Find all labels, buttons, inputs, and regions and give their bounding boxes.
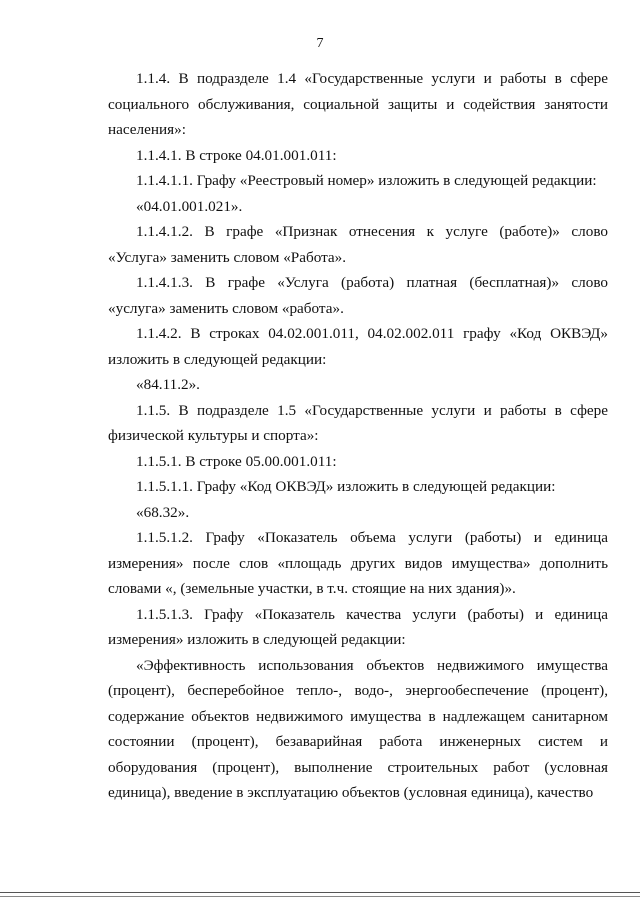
paragraph-registry-number: «04.01.001.021». <box>136 197 243 215</box>
paragraph-1-1-5-1-2: 1.1.5.1.2. Графу «Показатель объема услуги (работы) и единица измерения» после слов «площадь других видов имущества» дополнить словами «, (земельные участки, в т.ч. стоящие на них здания)». <box>108 529 608 597</box>
paragraph-1-1-4: 1.1.4. В подразделе 1.4 «Государственные услуги и работы в сфере социального обслуживания, социальной защиты и содействия занятости населения»: <box>108 70 608 138</box>
paragraph-1-1-4-1-2: 1.1.4.1.2. В графе «Признак отнесения к услуге (работе)» слово «Услуга» заменить словом «Работа». <box>108 223 608 266</box>
bottom-edge-line-2 <box>0 896 640 897</box>
paragraph-1-1-5: 1.1.5. В подразделе 1.5 «Государственные услуги и работы в сфере физической культуры и спорта»: <box>108 401 608 444</box>
paragraph-1-1-5-1: 1.1.5.1. В строке 05.00.001.011: <box>136 452 337 470</box>
paragraph-1-1-5-1-3: 1.1.5.1.3. Графу «Показатель качества услуги (работы) и единица измерения» изложить в следующей редакции: <box>108 605 608 648</box>
paragraph-okved-code-1: «84.11.2». <box>136 376 200 393</box>
paragraph-1-1-4-1-3: 1.1.4.1.3. В графе «Услуга (работа) платная (бесплатная)» слово «услуга» заменить словом «работа». <box>108 274 608 317</box>
paragraph-1-1-4-1: 1.1.4.1. В строке 04.01.001.011: <box>136 146 337 164</box>
page-number: 7 <box>316 36 324 51</box>
paragraph-1-1-4-1-1: 1.1.4.1.1. Графу «Реестровый номер» изложить в следующей редакции: <box>136 172 597 189</box>
paragraph-okved-code-2: «68.32». <box>136 503 190 521</box>
document-body <box>108 66 608 806</box>
paragraph-1-1-5-1-1: 1.1.5.1.1. Графу «Код ОКВЭД» изложить в следующей редакции: <box>136 478 556 495</box>
bottom-edge-line <box>0 892 640 893</box>
paragraph-1-1-4-2: 1.1.4.2. В строках 04.02.001.011, 04.02.002.011 графу «Код ОКВЭД» изложить в следующей редакции: <box>108 325 608 368</box>
paragraph-quality-indicators: «Эффективность использования объектов недвижимого имущества (процент), бесперебойное тепло-, водо-, энергообеспечение (процент), содержание объектов недвижимого имущества в надлежащем санитарном состоянии (процент), безаварийная работа инженерных систем и оборудования (процент), выполнение строительных работ (условная единица), введение в эксплуатацию объектов (условная единица), качество <box>108 656 608 801</box>
